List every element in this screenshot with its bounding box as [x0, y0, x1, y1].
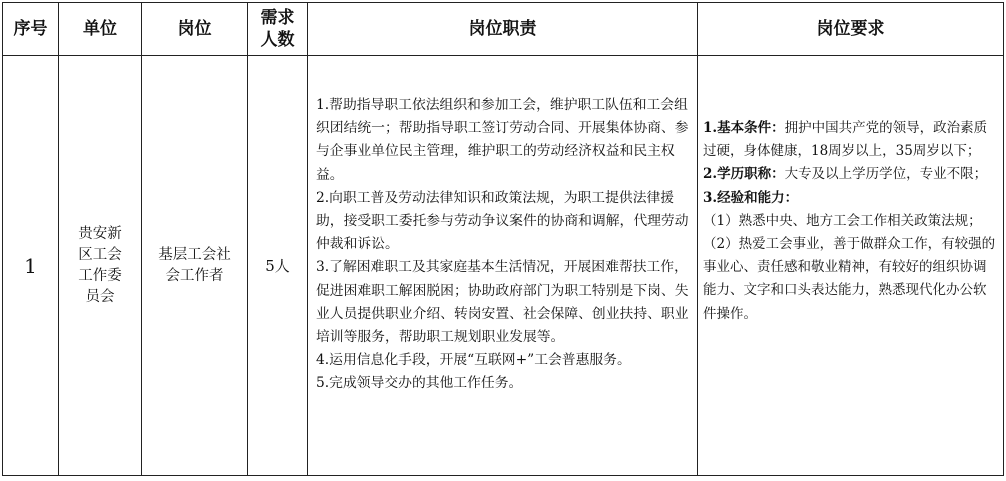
- duty-item: 4.运用信息化手段，开展“互联网+”工会普惠服务。: [316, 352, 631, 369]
- job-posting-table: [2, 2, 1004, 476]
- cell-requirements: [698, 56, 1004, 476]
- req-exp-label: 3.经验和能力：: [703, 189, 799, 206]
- table-row: [3, 56, 1004, 476]
- duty-item: 3.了解困难职工及其家庭基本生活情况，开展困难帮扶工作，促进困难职工解困脱困；协助政府部门为职工特别是下岗、失业人员提供职业介绍、转岗安置、社会保障、创业扶持、职业培训等服务，帮助职工规划职业发展等。: [316, 259, 689, 346]
- req-edu-text: 大专及以上学历学位，专业不限；: [784, 166, 988, 183]
- cell-duties: [308, 56, 698, 476]
- cell-seq: 1: [3, 56, 59, 476]
- duty-item: 1.帮助指导职工依法组织和参加工会，维护职工队伍和工会组织团结统一；帮助指导职工签订劳动合同、开展集体协商、参与企事业单位民主管理，维护职工的劳动经济权益和民主权益。: [316, 97, 689, 183]
- req-edu-label: 2.学历职称：: [703, 166, 785, 183]
- req-basic: [703, 117, 997, 163]
- header-count: [248, 3, 308, 56]
- duty-item: 2.向职工普及劳动法律知识和政策法规，为职工提供法律援助，接受职工委托参与劳动争议案件的协商和调解，代理劳动仲裁和诉讼。: [316, 189, 689, 253]
- header-count-line2: 人数: [260, 30, 295, 50]
- req-exp: [703, 187, 997, 210]
- cell-post: 基层工会社会工作者: [142, 56, 248, 476]
- req-basic-label: 1.基本条件：: [703, 120, 785, 136]
- header-count-line1: 需求: [260, 8, 295, 28]
- cell-unit: 贵安新区工会工作委员会: [59, 56, 142, 476]
- req-exp-item: （2）热爱工会事业，善于做群众工作，有较强的事业心、责任感和敬业精神，有较好的组织协调能力、文字和口头表达能力，熟悉现代化办公软件操作。: [703, 236, 996, 322]
- header-duties: 岗位职责: [308, 3, 698, 56]
- header-post: 岗位: [142, 3, 248, 56]
- header-seq: 序号: [3, 3, 59, 56]
- cell-count: 5人: [248, 56, 308, 476]
- header-row: [3, 3, 1004, 56]
- header-requirements: 岗位要求: [698, 3, 1004, 56]
- req-edu: [703, 163, 997, 186]
- req-basic-text: 拥护中国共产党的领导，政治素质过硬，身体健康，18周岁以上，35周岁以下；: [703, 120, 988, 160]
- header-unit: 单位: [59, 3, 142, 56]
- duty-item: 5.完成领导交办的其他工作任务。: [316, 375, 523, 392]
- req-exp-item: （1）熟悉中央、地方工会工作相关政策法规；: [703, 212, 982, 229]
